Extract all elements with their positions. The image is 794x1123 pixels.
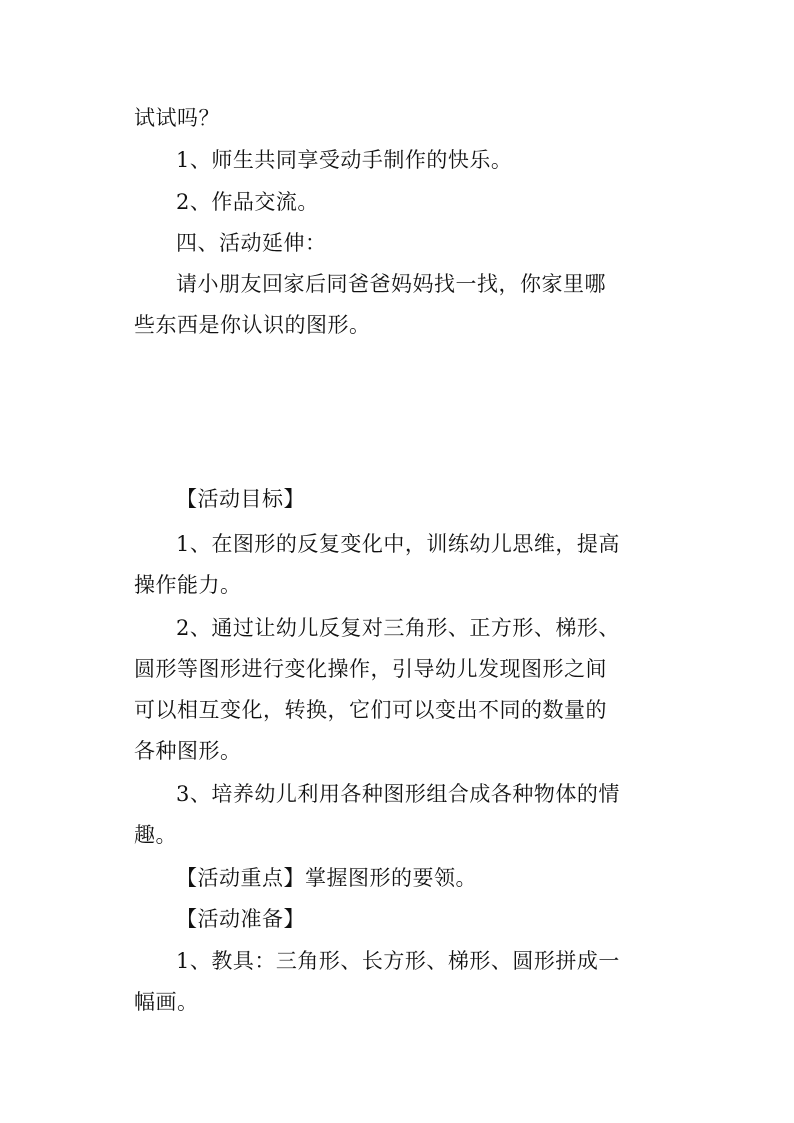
text-line: 2、作品交流。 (176, 190, 319, 214)
text-line: 1、在图形的反复变化中，训练幼儿思维，提高 (176, 532, 620, 556)
text-line: 请小朋友回家后同爸爸妈妈找一找，你家里哪 (176, 272, 606, 296)
text-line: 趣。 (134, 823, 177, 847)
text-line: 2、通过让幼儿反复对三角形、正方形、梯形、 (176, 616, 620, 640)
text-line: 幅画。 (134, 990, 199, 1014)
prep-heading: 【活动准备】 (176, 907, 305, 931)
text-line: 操作能力。 (134, 573, 242, 597)
goals-heading: 【活动目标】 (176, 487, 305, 511)
text-line: 圆形等图形进行变化操作，引导幼儿发现图形之间 (134, 657, 607, 681)
text-line: 1、师生共同享受动手制作的快乐。 (176, 148, 513, 172)
text-line: 各种图形。 (134, 739, 242, 763)
text-line: 3、培养幼儿利用各种图形组合成各种物体的情 (176, 782, 620, 806)
text-line: 可以相互变化，转换，它们可以变出不同的数量的 (134, 698, 607, 722)
text-line: 试试吗？ (134, 106, 220, 130)
section-heading: 四、活动延伸： (176, 231, 327, 255)
key-point-line: 【活动重点】掌握图形的要领。 (176, 866, 477, 890)
text-line: 些东西是你认识的图形。 (134, 313, 371, 337)
text-line: 1、教具：三角形、长方形、梯形、圆形拼成一 (176, 949, 620, 973)
